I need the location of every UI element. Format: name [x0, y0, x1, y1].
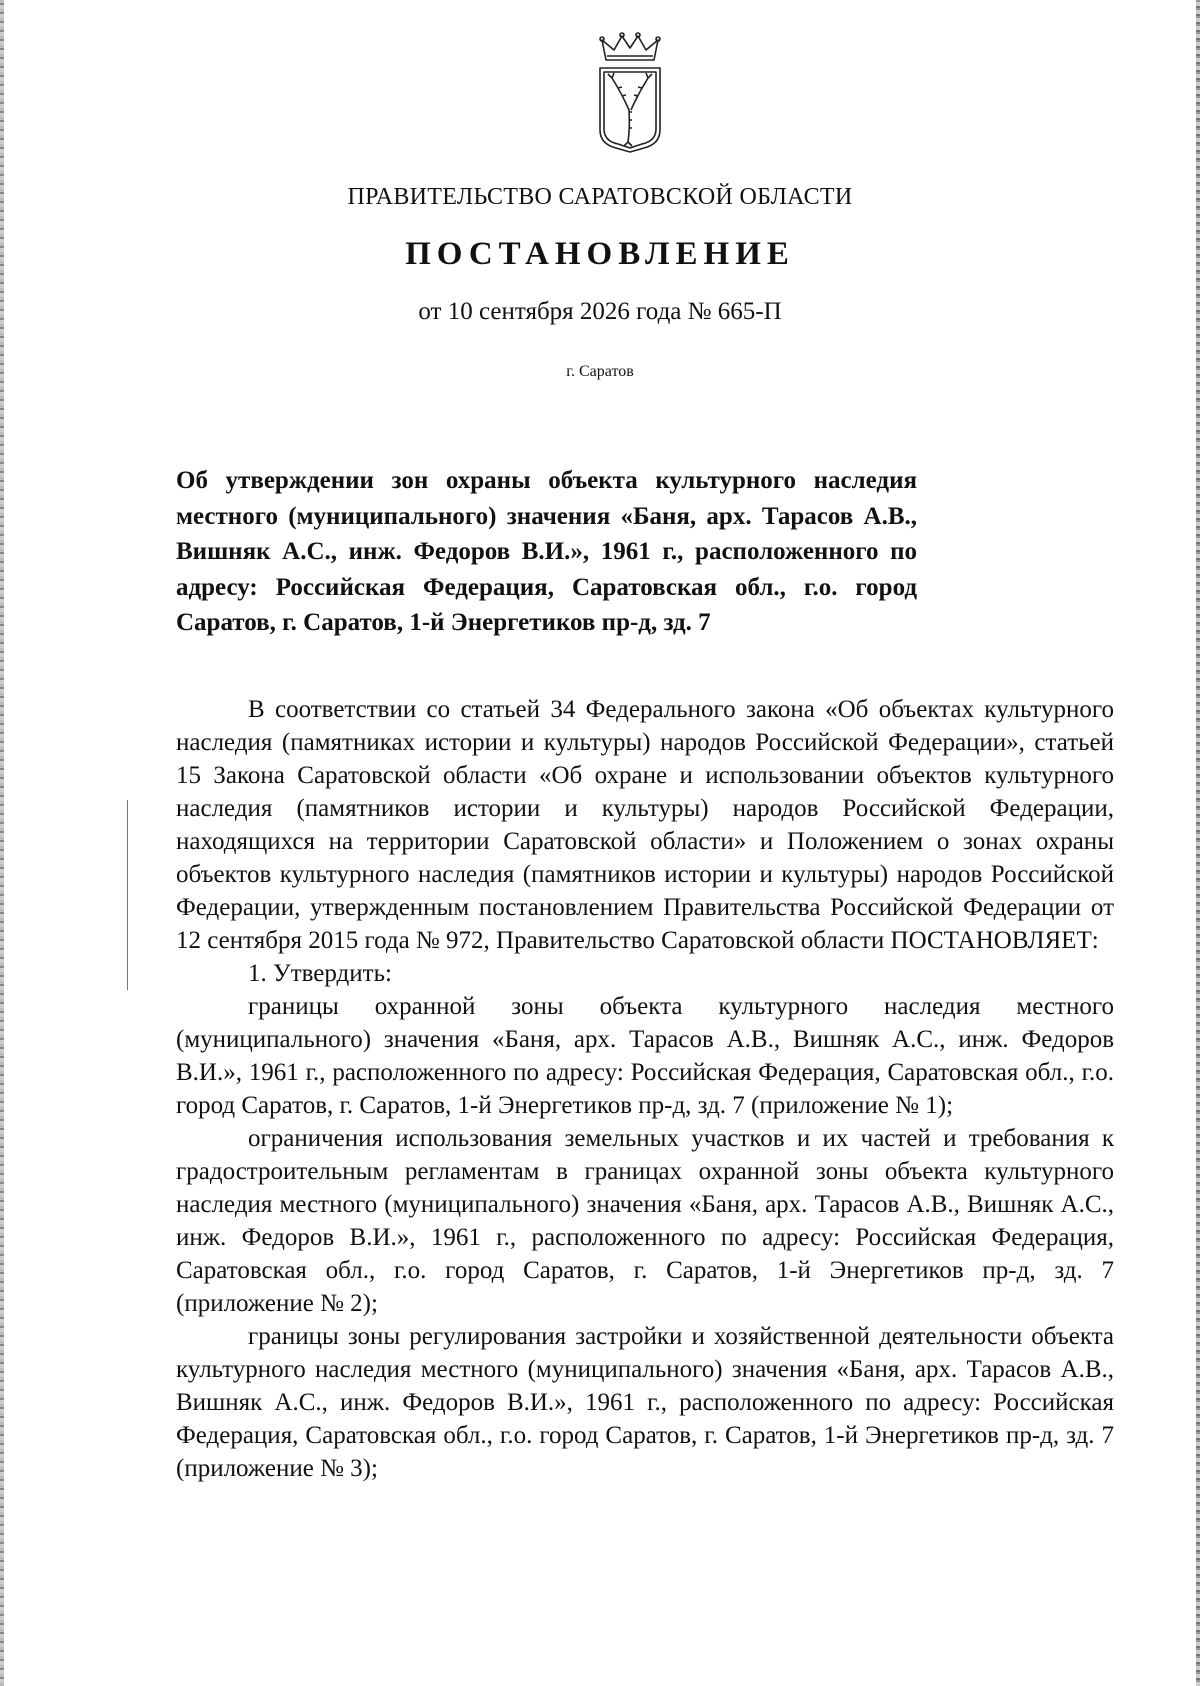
item-1-paragraph: 1. Утвердить:	[248, 960, 392, 987]
margin-mark	[127, 800, 128, 990]
document-title: Об утверждении зон охраны объекта культурного наследия местного (муниципального) значения «Баня, арх. Тарасов А.В., Вишняк А.С., инж. Федоров В.И.», 1961 г., расположенного по адресу: Российская Федерация, Саратовская обл., г.о. город Саратов, г. Саратов, 1-й Энергетиков пр-д, зд. 7	[176, 467, 917, 636]
subitem-1-paragraph: границы охранной зоны объекта культурного наследия местного (муниципального) значения «Баня, арх. Тарасов А.В., Вишняк А.С., инж. Федоров В.И.», 1961 г., расположенного по адресу: Российская Федерация, Саратовская обл., г.о. город Саратов, г. Саратов, 1-й Энергетиков пр-д, зд. 7 (приложение № 1);	[176, 993, 1114, 1119]
preamble-paragraph: В соответствии со статьей 34 Федерального закона «Об объектах культурного наследия (памятниках истории и культуры) народов Российской Федерации», статьей 15 Закона Саратовской области «Об охране и использовании объектов культурного наследия (памятников истории и культуры) народов Российской Федерации, находящихся на территории Саратовской области» и Положением о зонах охраны объектов культурного наследия (памятников истории и культуры) народов Российской Федерации, утвержденным постановлением Правительства Российской Федерации от 12 сентября 2015 года № 972, Правительство Саратовской области ПОСТАНОВЛЯЕТ:	[176, 696, 1114, 954]
saratov-coat-of-arms-icon	[592, 32, 668, 158]
subitem-3-paragraph: границы зоны регулирования застройки и хозяйственной деятельности объекта культурного наследия местного (муниципального) значения «Баня, арх. Тарасов А.В., Вишняк А.С., инж. Федоров В.И.», 1961 г., расположенного по адресу: Российская Федерация, Саратовская обл., г.о. город Саратов, г. Саратов, 1-й Энергетиков пр-д, зд. 7 (приложение № 3);	[176, 1323, 1114, 1482]
government-name: ПРАВИТЕЛЬСТВО САРАТОВСКОЙ ОБЛАСТИ	[347, 184, 853, 210]
document-body	[176, 693, 1114, 1485]
subitem-2-paragraph: ограничения использования земельных участков и их частей и требования к градостроительным регламентам в границах охранной зоны объекта культурного наследия местного (муниципального) значения «Баня, арх. Тарасов А.В., Вишняк А.С., инж. Федоров В.И.», 1961 г., расположенного по адресу: Российская Федерация, Саратовская обл., г.о. город Саратов, г. Саратов, 1-й Энергетиков пр-д, зд. 7 (приложение № 2);	[176, 1125, 1114, 1317]
document-date-number: от 10 сентября 2026 года № 665-П	[418, 298, 782, 325]
document-type: ПОСТАНОВЛЕНИЕ	[405, 236, 795, 272]
document-place: г. Саратов	[566, 363, 634, 380]
